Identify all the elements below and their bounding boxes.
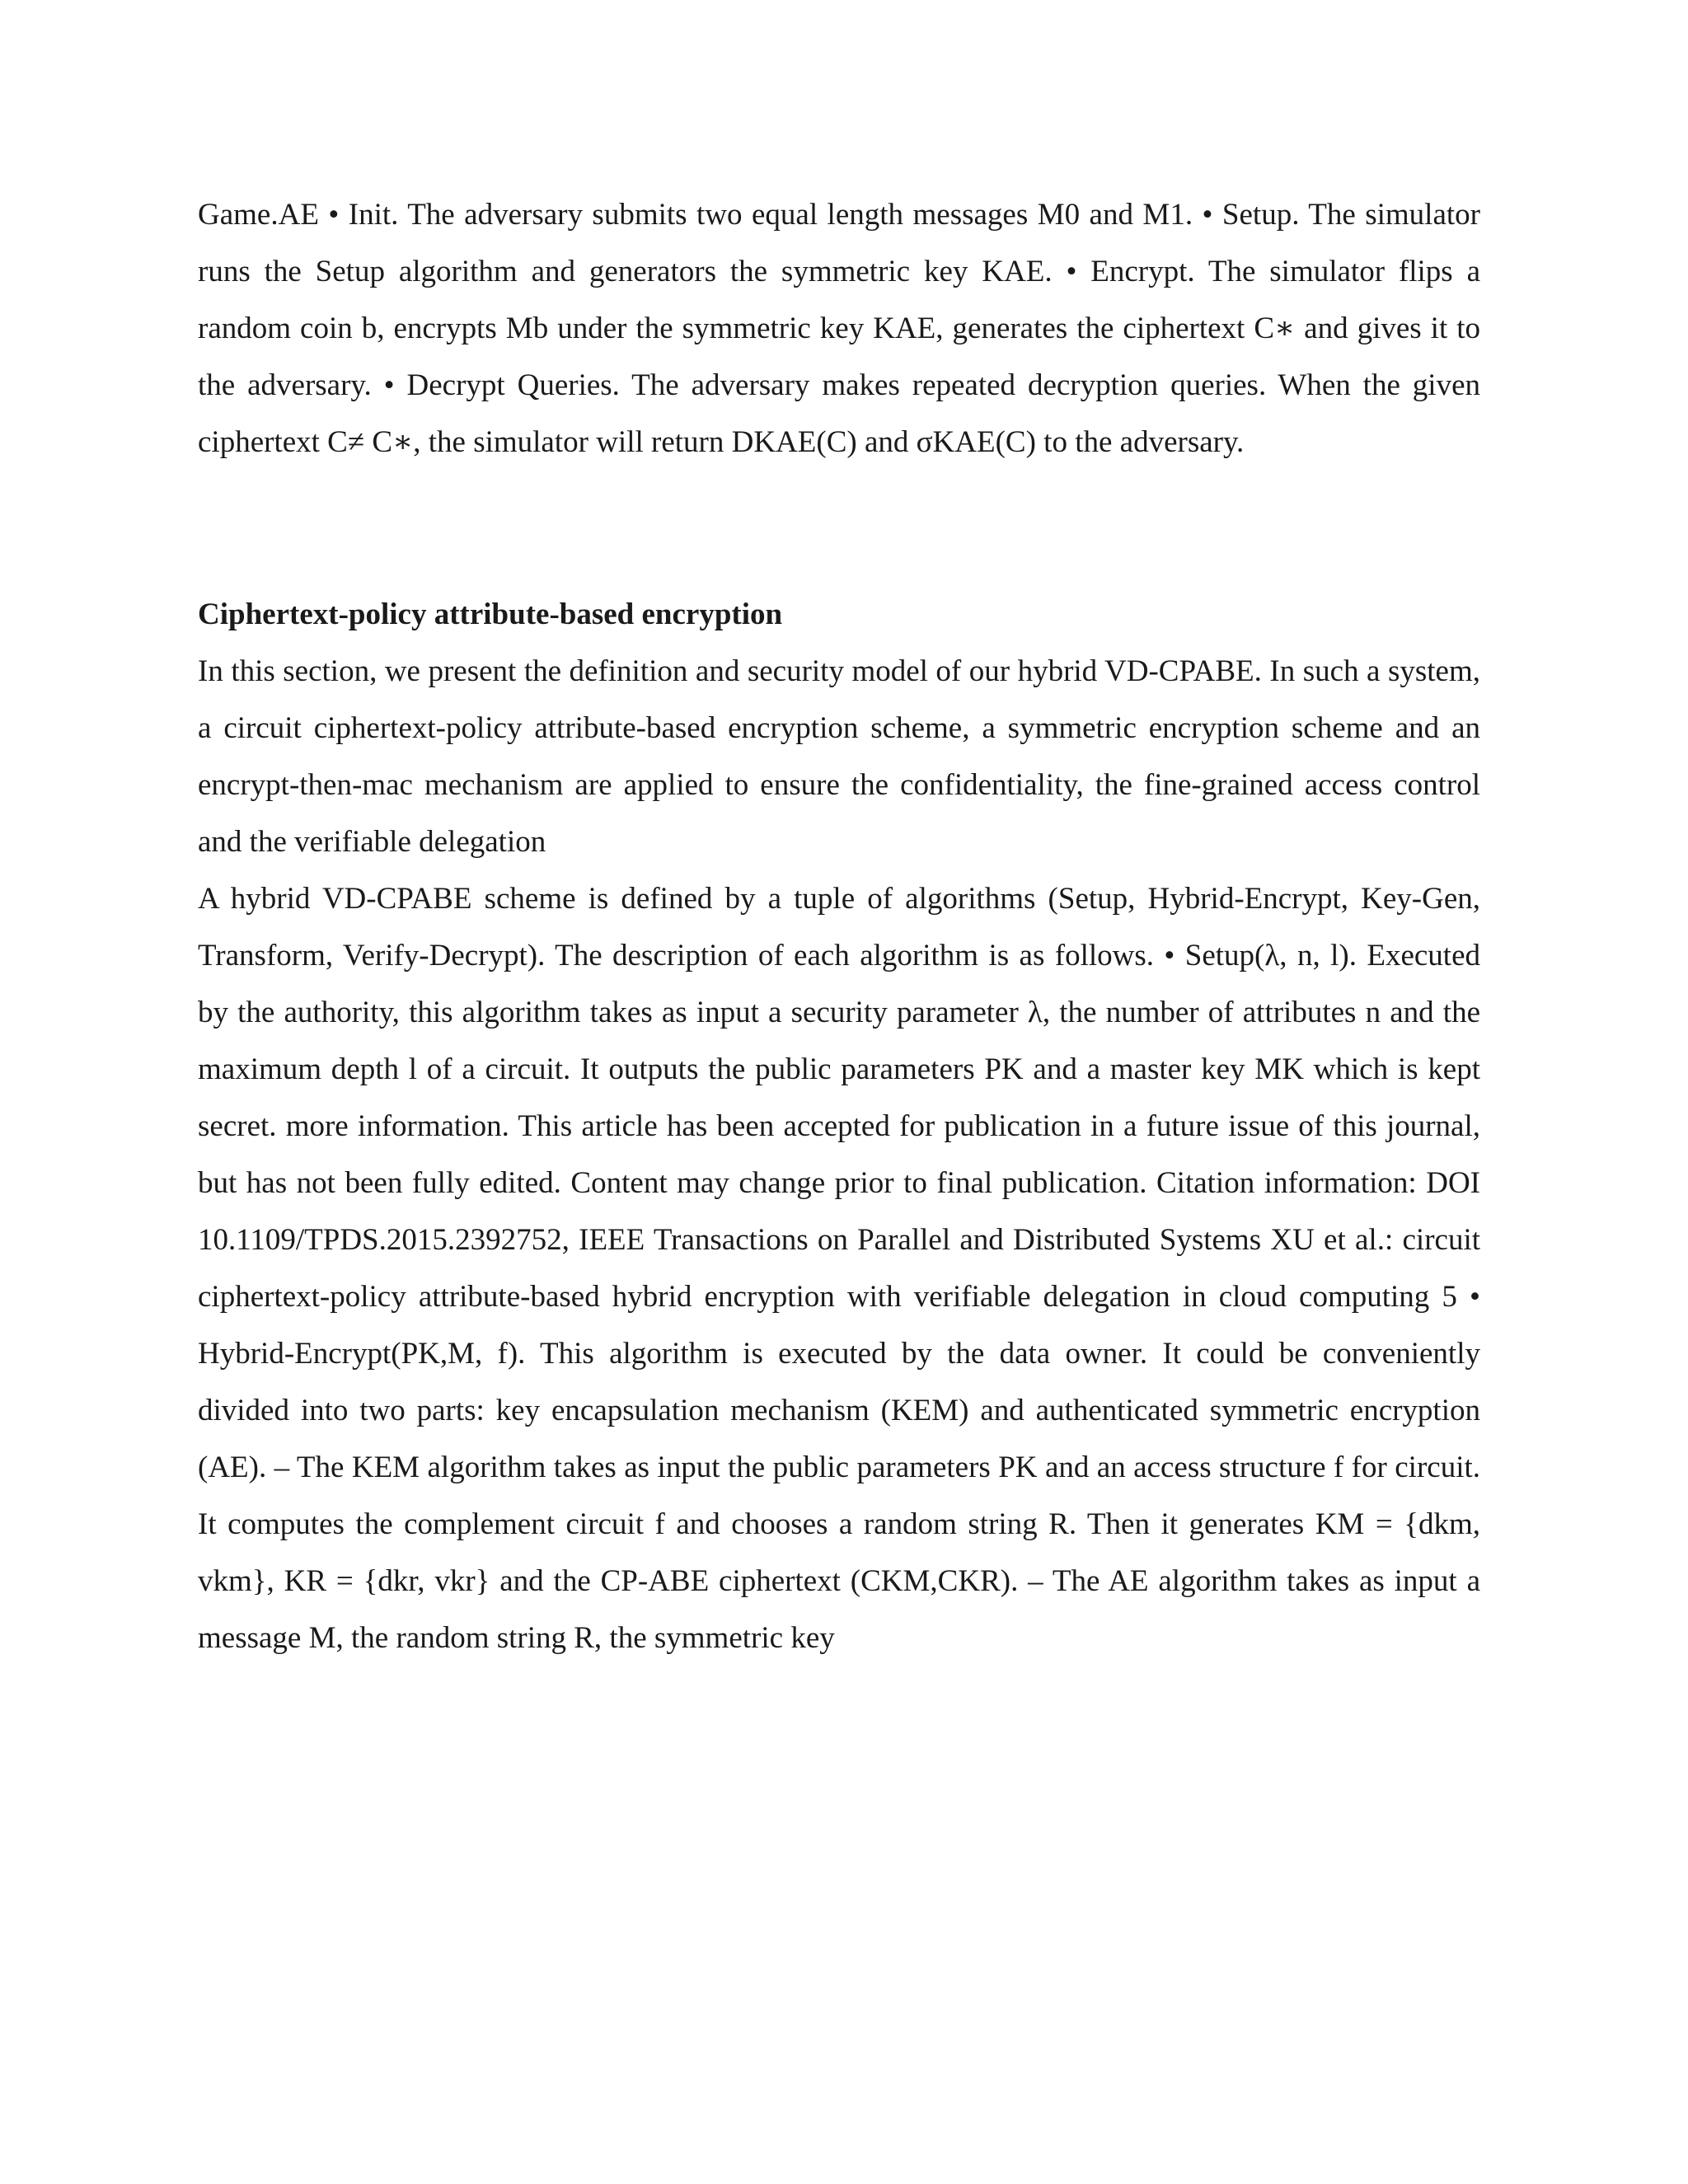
section-heading: Ciphertext-policy attribute-based encryption [198, 598, 783, 631]
scheme-definition-paragraph: A hybrid VD-CPABE scheme is defined by a tuple of algorithms (Setup, Hybrid-Encrypt, Key-Gen, Transform, Verify-Decrypt). The description of each algorithm is as follows. • Setup(λ, n, l). Executed by the authority, this algorithm takes as input a security parameter λ, the number of attributes n and the maximum depth l of a circuit. It outputs the public parameters PK and a master key MK which is kept secret. more information. This article has been accepted for publication in a future issue of this journal, but has not been fully edited. Content may change prior to final publication. Citation information: DOI 10.1109/TPDS.2015.2392752, IEEE Transactions on Parallel and Distributed Systems XU et al.: circuit ciphertext-policy attribute-based hybrid encryption with verifiable delegation in cloud computing 5 • Hybrid-Encrypt(PK,M, f). This algorithm is executed by the data owner. It could be conveniently divided into two parts: key encapsulation mechanism (KEM) and authenticated symmetric encryption (AE). – The KEM algorithm takes as input the public parameters PK and an access structure f for circuit. It computes the complement circuit f and chooses a random string R. Then it generates KM = {dkm, vkm}, KR = {dkr, vkr} and the CP-ABE ciphertext (CKM,CKR). – The AE algorithm takes as input a message M, the random string R, the symmetric key [198, 882, 1480, 1655]
section-intro-paragraph: In this section, we present the definition and security model of our hybrid VD-CPABE. In such a system, a circuit ciphertext-policy attribute-based encryption scheme, a symmetric encryption scheme and an encrypt-then-mac mechanism are applied to ensure the confidentiality, the fine-grained access control and the verifiable delegation [198, 654, 1480, 859]
game-ae-paragraph: Game.AE • Init. The adversary submits two equal length messages M0 and M1. • Setup. The simulator runs the Setup algorithm and generators the symmetric key KAE. • Encrypt. The simulator flips a random coin b, encrypts Mb under the symmetric key KAE, generates the ciphertext C∗ and gives it to the adversary. • Decrypt Queries. The adversary makes repeated decryption queries. When the given ciphertext C≠ C∗, the simulator will return DKAE(C) and σKAE(C) to the adversary. [198, 198, 1480, 459]
